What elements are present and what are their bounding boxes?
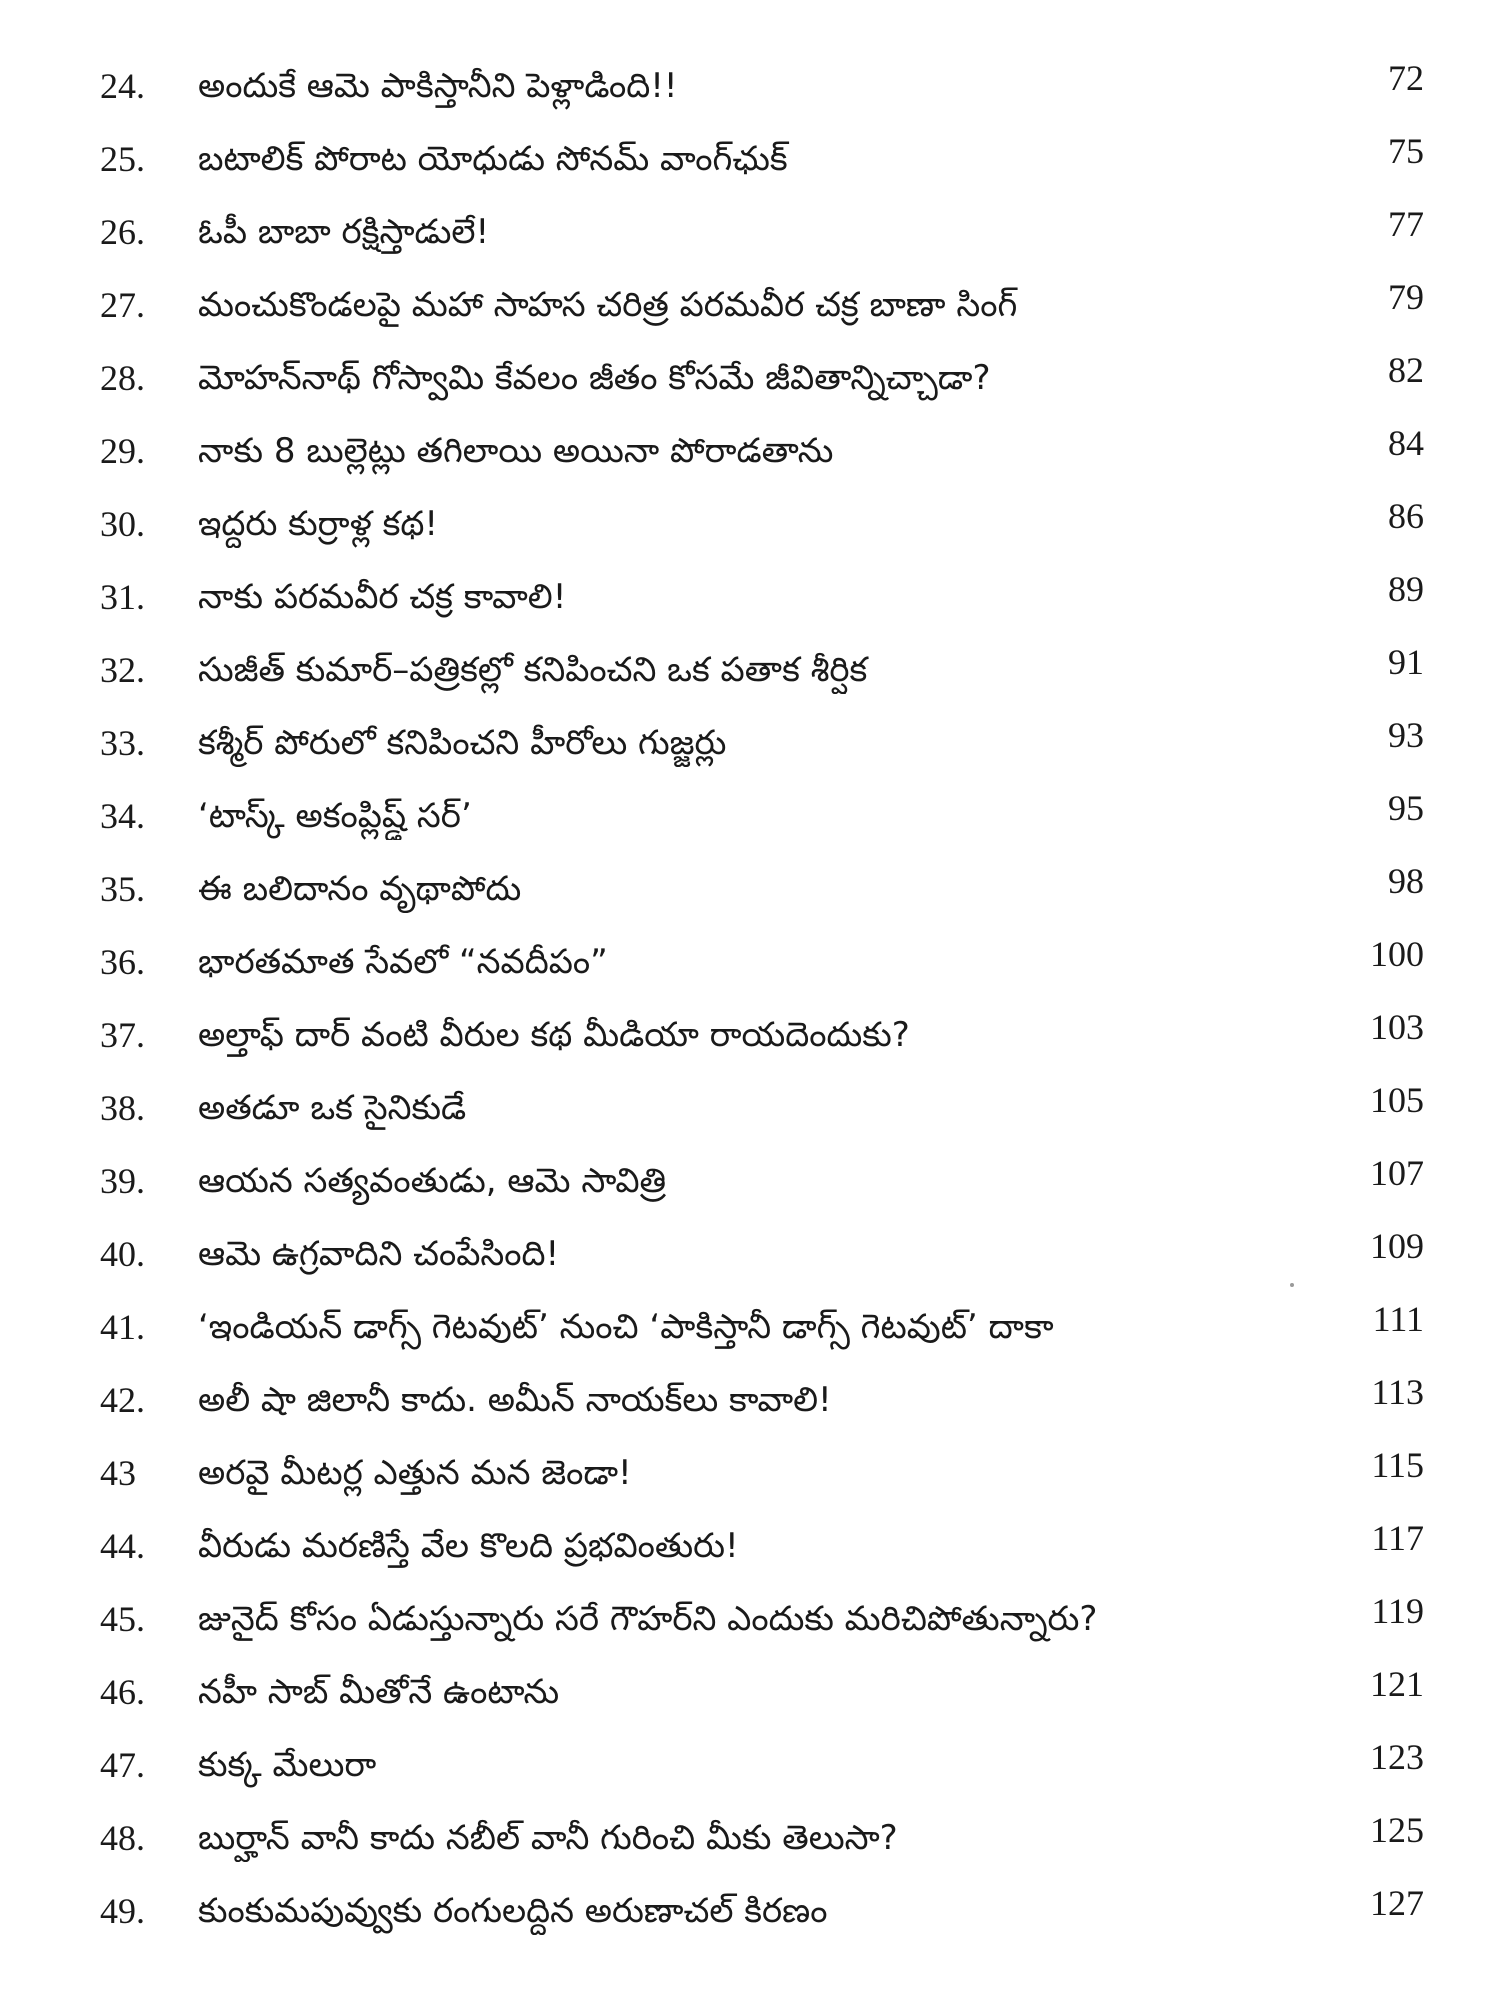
entry-title: అందుకే ఆమె పాకిస్తానీని పెళ్లాడింది!! [198, 66, 678, 106]
entry-page: 105 [1370, 1080, 1424, 1120]
entry-title: ఓపీ బాబా రక్షిస్తాడులే! [198, 212, 490, 252]
entry-number: 40. [100, 1234, 145, 1274]
entry-number: 48. [100, 1818, 145, 1858]
entry-number: 24. [100, 66, 145, 106]
entry-number: 46. [100, 1672, 145, 1712]
entry-title: అల్తాఫ్ దార్ వంటి వీరుల కథ మీడియా రాయదెందుకు? [198, 1015, 910, 1055]
entry-number: 28. [100, 358, 145, 398]
entry-number: 45. [100, 1599, 145, 1639]
toc-entry-40 [0, 1222, 1500, 1295]
entry-number: 27. [100, 285, 145, 325]
toc-entry-26 [0, 200, 1500, 273]
toc-entry-31 [0, 565, 1500, 638]
toc-entry-36 [0, 930, 1500, 1003]
entry-title: అతడూ ఒక సైనికుడే [198, 1088, 467, 1128]
entry-title: మంచుకొండలపై మహా సాహస చరిత్ర పరమవీర చక్ర బాణా సింగ్ [198, 285, 1018, 325]
entry-title: ఆమె ఉగ్రవాదిని చంపేసింది! [198, 1234, 560, 1274]
entry-page: 93 [1388, 715, 1424, 755]
entry-title: ‘ఇండియన్ డాగ్స్ గెటవుట్’ నుంచి ‘పాకిస్తానీ డాగ్స్ గెటవుట్’ దాకా [198, 1307, 1054, 1347]
entry-title: సుజీత్ కుమార్–పత్రికల్లో కనిపించని ఒక పతాక శీర్షిక [198, 650, 868, 690]
entry-page: 121 [1370, 1664, 1424, 1704]
entry-number: 26. [100, 212, 145, 252]
entry-title: నహీ సాబ్ మీతోనే ఉంటాను [198, 1672, 560, 1712]
table-of-contents [0, 54, 1500, 1952]
entry-number: 31. [100, 577, 145, 617]
toc-entry-27 [0, 273, 1500, 346]
toc-entry-45 [0, 1587, 1500, 1660]
toc-entry-44 [0, 1514, 1500, 1587]
entry-title: ఈ బలిదానం వృథాపోదు [198, 869, 522, 909]
entry-page: 127 [1370, 1883, 1424, 1923]
print-speck [1290, 1283, 1294, 1287]
entry-title: నాకు పరమవీర చక్ర కావాలి! [198, 577, 567, 617]
entry-page: 77 [1388, 204, 1424, 244]
entry-title: ‘టాస్క్ అకంప్లిష్డ్ సర్’ [198, 796, 472, 836]
entry-page: 123 [1370, 1737, 1424, 1777]
toc-entry-32 [0, 638, 1500, 711]
toc-entry-42 [0, 1368, 1500, 1441]
entry-number: 42. [100, 1380, 145, 1420]
entry-number: 30. [100, 504, 145, 544]
entry-number: 43 [100, 1453, 136, 1493]
entry-title: అలీ షా జిలానీ కాదు. అమీన్ నాయక్‌లు కావాలి! [198, 1380, 832, 1420]
toc-entry-43 [0, 1441, 1500, 1514]
toc-entry-28 [0, 346, 1500, 419]
entry-page: 75 [1388, 131, 1424, 171]
entry-number: 33. [100, 723, 145, 763]
entry-number: 29. [100, 431, 145, 471]
entry-title: అరవై మీటర్ల ఎత్తున మన జెండా! [198, 1453, 632, 1493]
toc-entry-33 [0, 711, 1500, 784]
entry-page: 109 [1370, 1226, 1424, 1266]
entry-number: 49. [100, 1891, 145, 1931]
entry-number: 47. [100, 1745, 145, 1785]
entry-page: 91 [1388, 642, 1424, 682]
entry-number: 39. [100, 1161, 145, 1201]
entry-page: 79 [1388, 277, 1424, 317]
entry-number: 44. [100, 1526, 145, 1566]
entry-page: 103 [1370, 1007, 1424, 1047]
entry-number: 36. [100, 942, 145, 982]
toc-entry-38 [0, 1076, 1500, 1149]
entry-title: కుక్క మేలురా [198, 1745, 377, 1785]
entry-page: 95 [1388, 788, 1424, 828]
entry-title: కశ్మీర్ పోరులో కనిపించని హీరోలు గుజ్జర్లు [198, 723, 727, 763]
toc-entry-25 [0, 127, 1500, 200]
entry-page: 115 [1371, 1445, 1424, 1485]
entry-number: 25. [100, 139, 145, 179]
entry-title: జునైద్ కోసం ఏడుస్తున్నారు సరే గౌహర్‌ని ఎందుకు మరిచిపోతున్నారు? [198, 1599, 1098, 1639]
entry-title: ఇద్దరు కుర్రాళ్ల కథ! [198, 504, 439, 544]
toc-entry-34 [0, 784, 1500, 857]
entry-number: 41. [100, 1307, 145, 1347]
entry-page: 113 [1371, 1372, 1424, 1412]
toc-entry-35 [0, 857, 1500, 930]
entry-page: 72 [1388, 58, 1424, 98]
entry-number: 34. [100, 796, 145, 836]
entry-title: బటాలిక్ పోరాట యోధుడు సోనమ్ వాంగ్‌ఛుక్ [198, 139, 788, 179]
entry-page: 100 [1370, 934, 1424, 974]
entry-number: 38. [100, 1088, 145, 1128]
entry-page: 119 [1371, 1591, 1424, 1631]
toc-entry-49 [0, 1879, 1500, 1952]
toc-entry-37 [0, 1003, 1500, 1076]
entry-page: 107 [1370, 1153, 1424, 1193]
entry-number: 35. [100, 869, 145, 909]
entry-page: 111 [1372, 1299, 1424, 1339]
entry-page: 82 [1388, 350, 1424, 390]
entry-page: 86 [1388, 496, 1424, 536]
toc-entry-47 [0, 1733, 1500, 1806]
entry-title: భారతమాత సేవలో “నవదీపం” [198, 942, 608, 982]
toc-entry-30 [0, 492, 1500, 565]
entry-title: నాకు 8 బుల్లెట్లు తగిలాయి అయినా పోరాడతాను [198, 431, 834, 471]
toc-entry-29 [0, 419, 1500, 492]
entry-number: 37. [100, 1015, 145, 1055]
entry-page: 89 [1388, 569, 1424, 609]
toc-entry-41 [0, 1295, 1500, 1368]
entry-title: కుంకుమపువ్వుకు రంగులద్దిన అరుణాచల్ కిరణం [198, 1891, 828, 1931]
entry-title: మోహన్‌నాథ్ గోస్వామి కేవలం జీతం కోసమే జీవితాన్నిచ్చాడా? [198, 358, 991, 398]
entry-title: ఆయన సత్యవంతుడు, ఆమె సావిత్రి [198, 1161, 667, 1201]
toc-entry-24 [0, 54, 1500, 127]
entry-page: 98 [1388, 861, 1424, 901]
toc-entry-46 [0, 1660, 1500, 1733]
entry-page: 117 [1371, 1518, 1424, 1558]
entry-number: 32. [100, 650, 145, 690]
toc-entry-48 [0, 1806, 1500, 1879]
entry-page: 125 [1370, 1810, 1424, 1850]
toc-entry-39 [0, 1149, 1500, 1222]
entry-title: బుర్హాన్ వానీ కాదు నబీల్ వానీ గురించి మీకు తెలుసా? [198, 1818, 898, 1858]
entry-title: వీరుడు మరణిస్తే వేల కొలది ప్రభవింతురు! [198, 1526, 739, 1566]
entry-page: 84 [1388, 423, 1424, 463]
